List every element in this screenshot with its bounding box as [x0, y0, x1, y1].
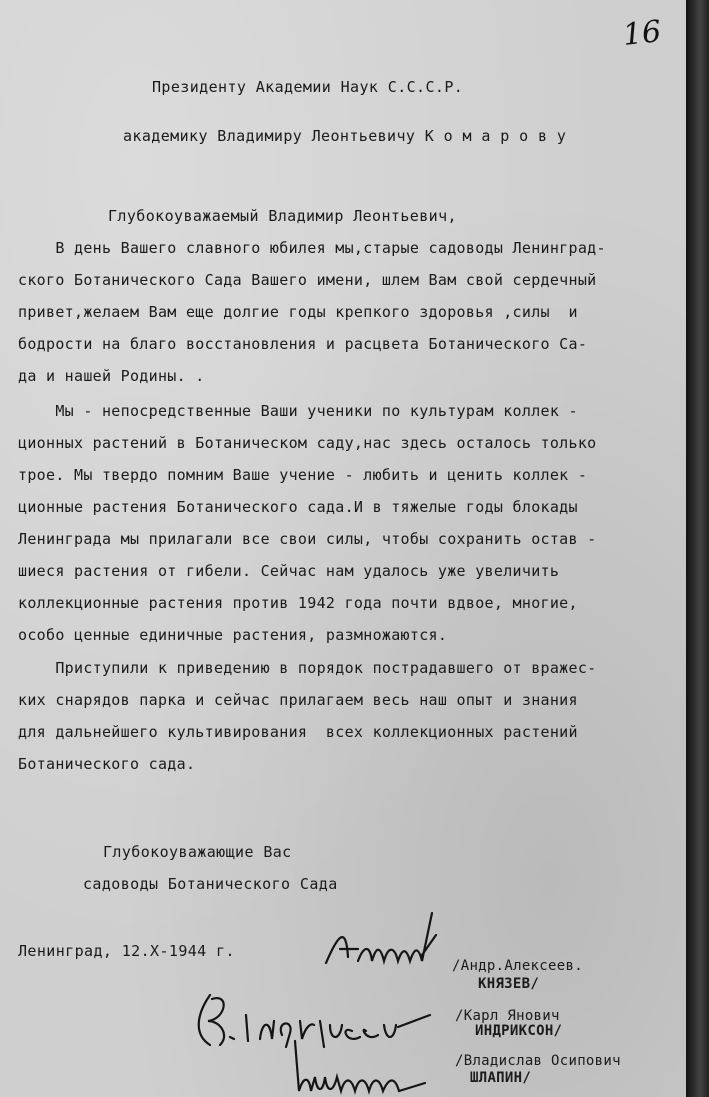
signatory-2-name: /Карл Янович [455, 1008, 560, 1024]
addressee-line-1: Президенту Академии Наук С.С.С.Р. [152, 78, 464, 96]
paragraph-line: В день Вашего славного юбилея мы,старые садоводы Ленинград- [18, 239, 606, 257]
signatory-1-name: /Андр.Алексеев. [452, 958, 583, 974]
paragraph-line: ского Ботанического Сада Вашего имени, шлем Вам свой сердечный [18, 271, 597, 289]
signatory-2-surname: ИНДРИКСОН/ [475, 1023, 563, 1039]
closing-line-1: Глубокоуважающие Вас [103, 843, 292, 861]
signatory-3-surname: ШЛАПИН/ [470, 1070, 532, 1086]
salutation: Глубокоуважаемый Владимир Леонтьевич, [108, 207, 457, 225]
paragraph-line: Ботанического сада. [18, 755, 196, 773]
paragraph-line: коллекционные растения против 1942 года почти вдвое, многие, [18, 594, 578, 612]
scan-edge [686, 0, 709, 1097]
paragraph-line: бодрости на благо восстановления и расцвета Ботанического Са- [18, 335, 588, 353]
paragraph-line: ционных растений в Ботаническом саду,нас здесь осталось только [18, 434, 597, 452]
paragraph-line: привет,желаем Вам еще долгие годы крепкого здоровья ,силы и [18, 303, 578, 321]
paragraph-line: Приступили к приведению в порядок пострадавшего от вражес- [18, 659, 597, 677]
signature-shlapin [285, 1037, 445, 1097]
paragraph-line: для дальнейшего культивирования всех коллекционных растений [18, 723, 578, 741]
paragraph-line: да и нашей Родины. . [18, 367, 205, 385]
paragraph-line: трое. Мы твердо помним Ваше учение - любить и ценить коллек - [18, 466, 588, 484]
paragraph-line: ких снарядов парка и сейчас прилагаем весь наш опыт и знания [18, 691, 578, 709]
addressee-line-2: академику Владимиру Леонтьевичу К о м а р о в у [123, 127, 567, 145]
paragraph-line: ционные растения Ботанического сада.И в тяжелые годы блокады [18, 498, 578, 516]
paragraph-line: особо ценные единичные растения, размножаются. [18, 626, 448, 644]
signatory-3-name: /Владислав Осипович [455, 1053, 621, 1069]
page-number: 16 [621, 14, 663, 53]
paragraph-line: Ленинграда мы прилагали все свои силы, чтобы сохранить остав - [18, 530, 597, 548]
signature-knyazev [318, 905, 448, 975]
paragraph-line: шиеся растения от гибели. Сейчас нам удалось уже увеличить [18, 562, 560, 580]
signatory-1-surname: КНЯЗЕВ/ [478, 976, 540, 992]
paragraph-line: Мы - непосредственные Ваши ученики по культурам коллек - [18, 402, 578, 420]
closing-line-2: садоводы Ботанического Сада [83, 875, 338, 893]
place-date: Ленинград, 12.X-1944 г. [18, 942, 235, 960]
